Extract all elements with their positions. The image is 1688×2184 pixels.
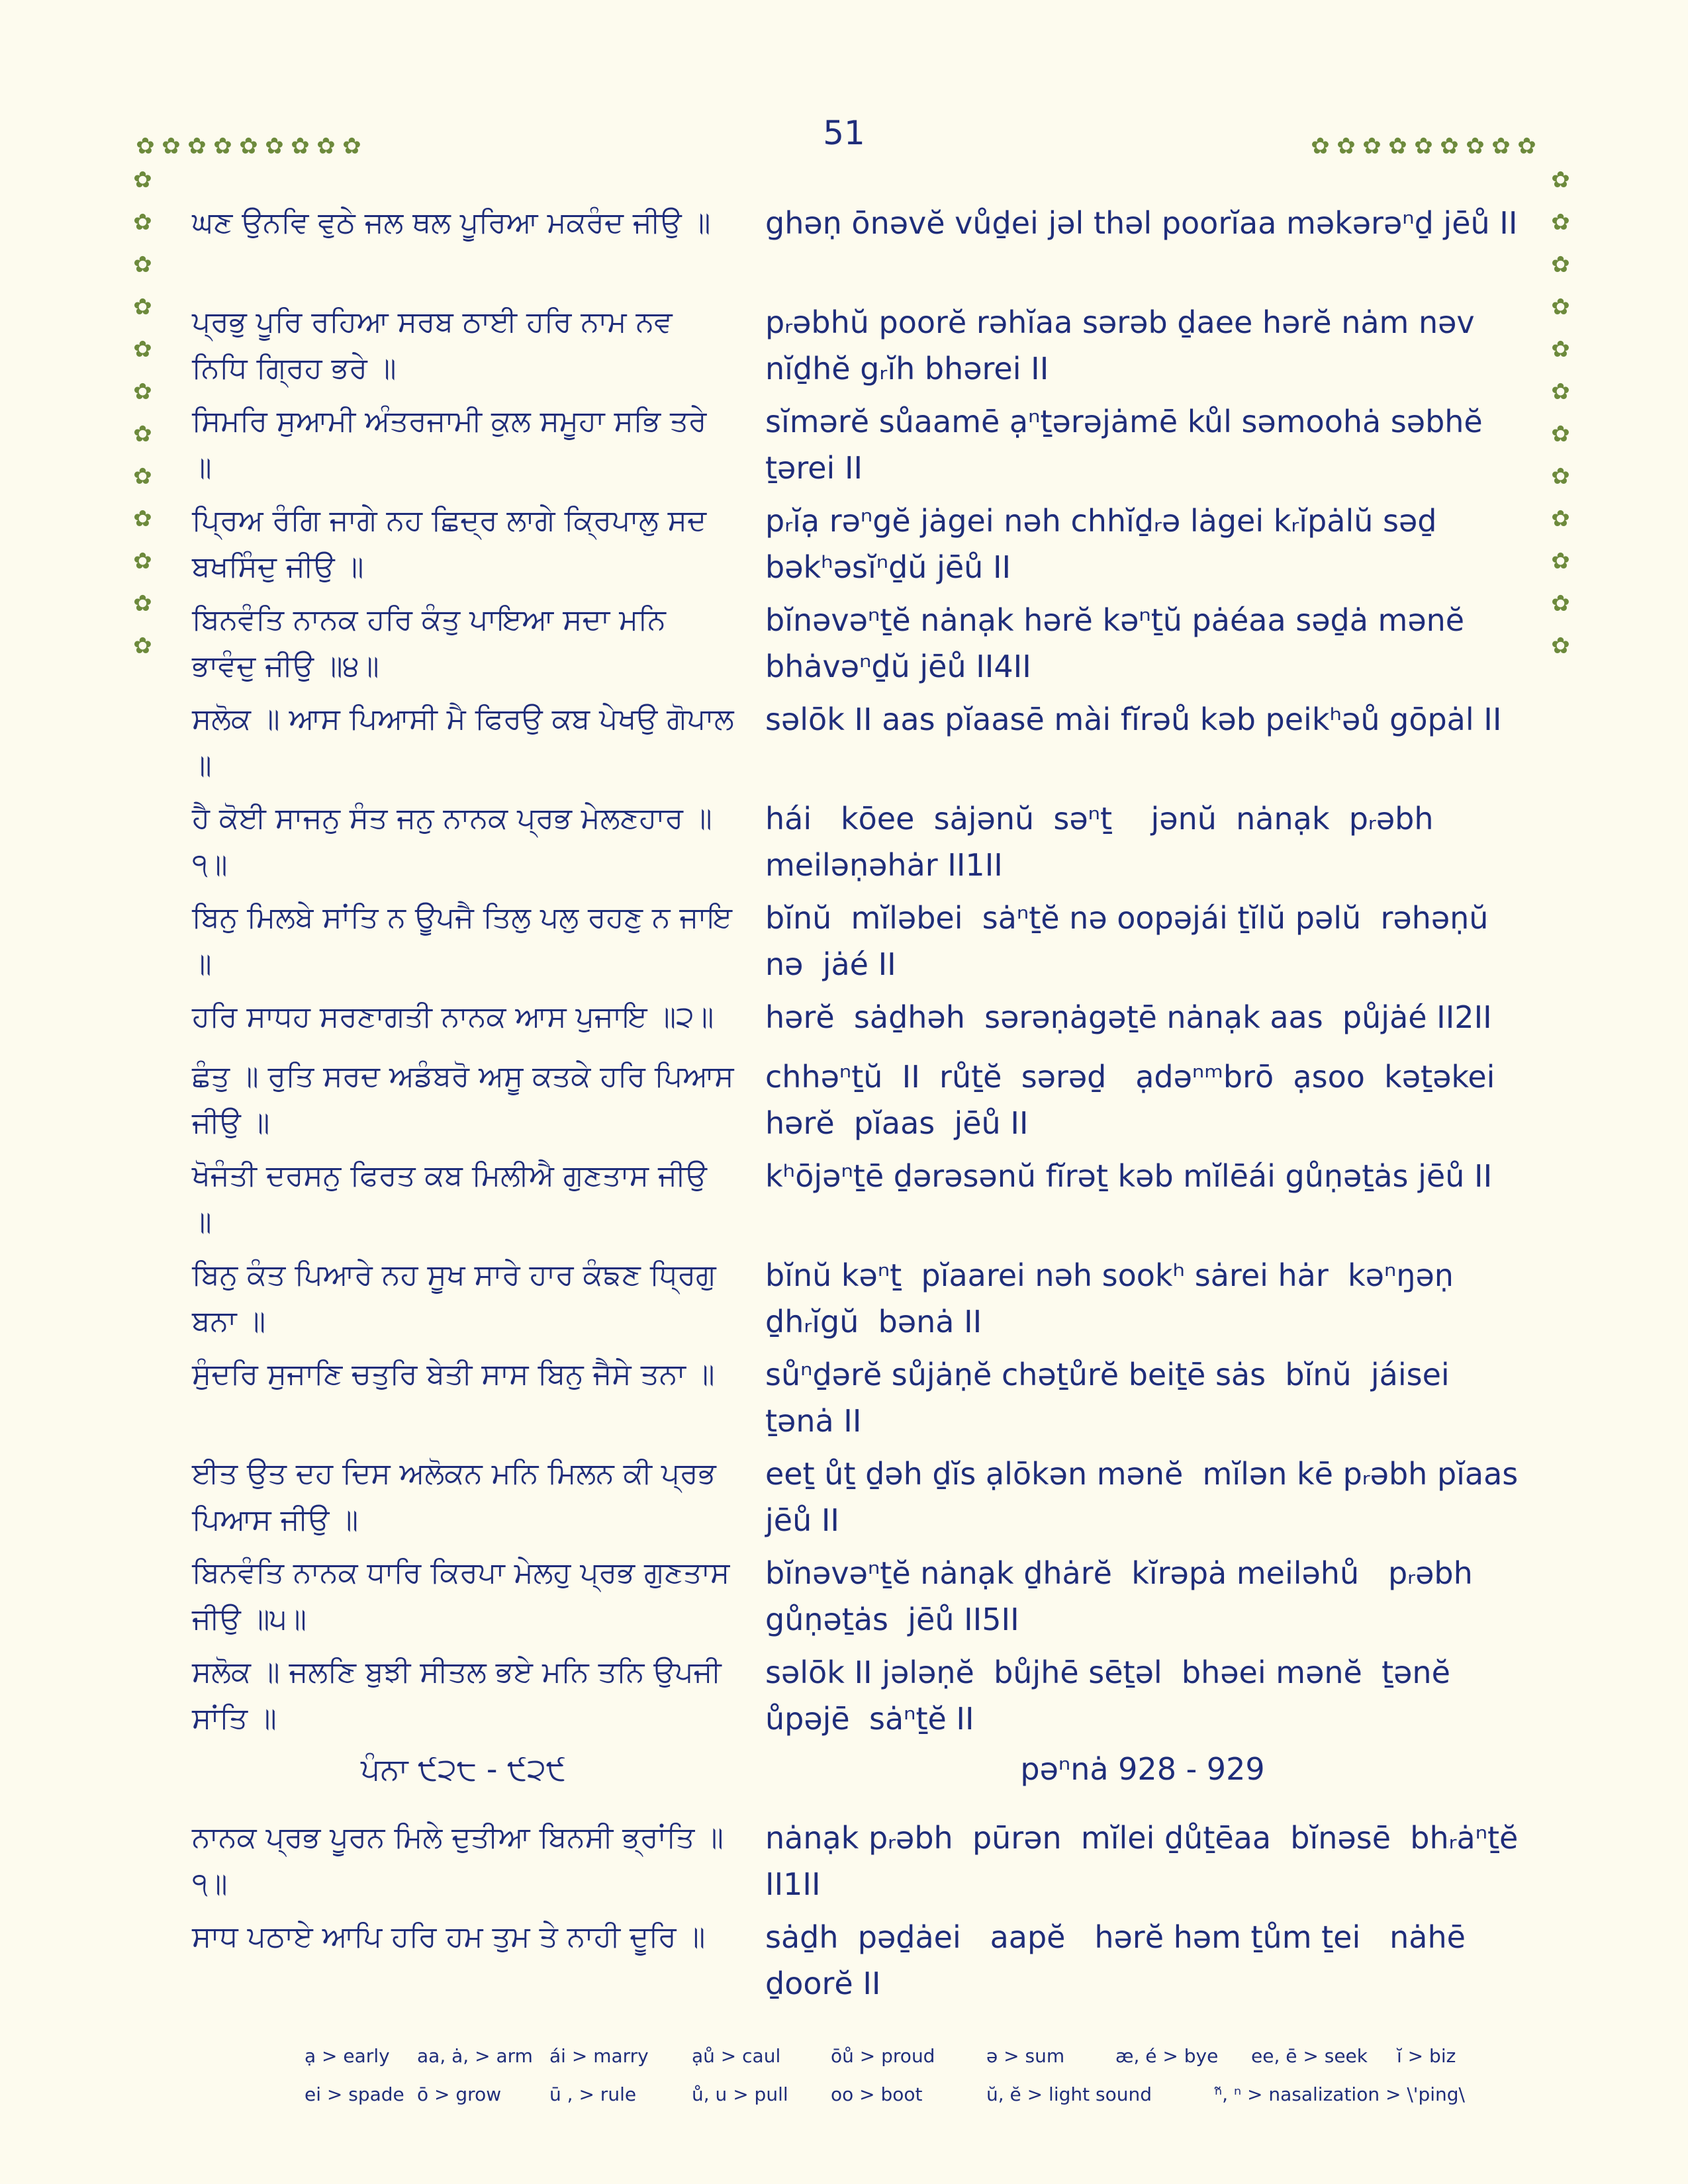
flower-icon: ✿ xyxy=(133,251,152,278)
flower-icon: ✿ xyxy=(133,167,152,193)
flower-border-right xyxy=(1548,159,1573,667)
verse-row xyxy=(192,1451,1538,1543)
flower-icon: ✿ xyxy=(133,379,152,405)
gurmukhi-line: ਬਿਨਵੰਤਿ ਨਾਨਕ ਹਰਿ ਕੰਤੁ ਪਾਇਆ ਸਦਾ ਮਨਿ ਭਾਵੰਦੁ ਜੀਉ ॥੪॥ xyxy=(192,603,675,683)
gurmukhi-line: ਹਰਿ ਸਾਧਹ ਸਰਣਾਗਤੀ ਨਾਨਕ ਆਸ ਪੁਜਾਇ ॥੨॥ xyxy=(192,1000,714,1034)
flower-icon: ✿ xyxy=(133,209,152,236)
page-reference-gurmukhi: ਪੰਨਾ ੯੨੮ - ੯੨੯ xyxy=(360,1751,567,1787)
legend-item: ĭ > biz xyxy=(1397,2045,1456,2067)
transliteration-line: eeṯ ůṯ ḏəh ḏĭs ạlōkən mənĕ mĭlən kē pᵣəbh pĭaas jēů II xyxy=(765,1456,1538,1538)
flower-icon: ✿ xyxy=(291,133,310,159)
verse-row xyxy=(192,498,1516,590)
gurmukhi-line: ਛੰਤੁ ॥ ਰੁਤਿ ਸਰਦ ਅਡੰਬਰੋ ਅਸੂ ਕਤਕੇ ਹਰਿ ਪਿਆਸ ਜੀਉ ॥ xyxy=(192,1060,743,1140)
verse-row xyxy=(192,994,1516,1040)
flower-icon: ✿ xyxy=(133,336,152,363)
page-reference xyxy=(192,1746,1516,1792)
flower-icon: ✿ xyxy=(1551,421,1570,447)
transliteration-line: hái kōee sȧjənŭ səⁿṯ jənŭ nȧnạk pᵣəbh meiləṇəhȧr II1II xyxy=(765,801,1444,883)
gurmukhi-line: ਘਣ ਉਨਵਿ ਵੁਠੇ ਜਲ ਥਲ ਪੂਰਿਆ ਮਕਰੰਦ ਜੀਉ ॥ xyxy=(192,206,711,240)
transliteration-line: nȧnạk pᵣəbh pūrən mĭlei ḏůṯēaa bĭnəsē bhᵣȧⁿṯĕ II1II xyxy=(765,1820,1528,1902)
verse-row xyxy=(192,796,1516,888)
transliteration-line: sĭmərĕ sůaamē ạⁿṯərəjȧmē kůl səmoohȧ səbhĕ ṯərei II xyxy=(765,404,1493,486)
transliteration-line: bĭnŭ mĭləbei sȧⁿṯĕ nə oopəjái ṯĭlŭ pəlŭ rəhəṇŭ nə jȧé II xyxy=(765,900,1499,982)
gurmukhi-line: ਪ੍ਰਿਅ ਰੰਗਿ ਜਾਗੇ ਨਹ ਛਿਦ੍ਰ ਲਾਗੇ ਕ੍ਰਿਪਾਲੁ ਸਦ ਬਖਸਿੰਦੁ ਜੀਉ ॥ xyxy=(192,504,716,584)
flower-icon: ✿ xyxy=(133,548,152,574)
verse-row xyxy=(192,1550,1516,1643)
gurmukhi-line: ਬਿਨੁ ਕੰਤ ਪਿਆਰੇ ਨਹ ਸੂਖ ਸਾਰੇ ਹਾਰ ਕੰਙਣ ਧ੍ਰਿਗੁ ਬਨਾ ॥ xyxy=(192,1258,726,1338)
legend-item: ạů > caul xyxy=(692,2045,781,2067)
transliteration-line: səlōk II aas pĭaasē mài fĭrəů kəb peikʰəů gōpȧl II xyxy=(765,702,1502,737)
flower-icon: ✿ xyxy=(1551,167,1570,193)
flower-icon: ✿ xyxy=(133,463,152,490)
verse-row xyxy=(192,1153,1516,1246)
legend-item: ə > sum xyxy=(986,2045,1065,2067)
flower-icon: ✿ xyxy=(1551,209,1570,236)
flower-icon: ✿ xyxy=(1517,133,1536,159)
legend-item: ū , > rule xyxy=(549,2083,637,2105)
verse-row xyxy=(192,299,1516,392)
flower-icon: ✿ xyxy=(1440,133,1459,159)
legend-item: ạ > early xyxy=(305,2045,390,2067)
transliteration-line: hərĕ sȧḏhəh sərəṇȧgəṯē nȧnạk aas půjȧé II2II xyxy=(765,999,1492,1035)
flower-icon: ✿ xyxy=(213,133,232,159)
flower-icon: ✿ xyxy=(1551,506,1570,532)
verse-row xyxy=(192,1815,1528,1907)
flower-icon: ✿ xyxy=(1551,251,1570,278)
flower-icon: ✿ xyxy=(1551,379,1570,405)
verse-row xyxy=(192,1914,1516,2001)
flower-icon: ✿ xyxy=(133,590,152,617)
flower-border-top-right xyxy=(1307,134,1540,159)
transliteration-line: səlōk II jələṇĕ bůjhē sēṯəl bhəei mənĕ ṯənĕ ůpəjē sȧⁿṯĕ II xyxy=(765,1655,1460,1737)
flower-icon: ✿ xyxy=(1551,590,1570,617)
gurmukhi-line: ਖੋਜੰਤੀ ਦਰਸਨੁ ਫਿਰਤ ਕਬ ਮਿਲੀਐ ਗੁਣਤਾਸ ਜੀਉ ॥ xyxy=(192,1159,716,1239)
transliteration-line: bĭnəvəⁿṯĕ nȧnạk ḏhȧrĕ kĭrəpȧ meiləhů pᵣəbh gůṇəṯȧs jēů II5II xyxy=(765,1555,1483,1637)
flower-icon: ✿ xyxy=(1336,133,1356,159)
verse-row xyxy=(192,200,1516,246)
flower-icon: ✿ xyxy=(1551,548,1570,574)
gurmukhi-line: ਪ੍ਰਭੁ ਪੂਰਿ ਰਹਿਆ ਸਰਬ ਠਾਈ ਹਰਿ ਨਾਮ ਨਵ ਨਿਧਿ ਗ੍ਰਿਹ ਭਰੇ ॥ xyxy=(192,305,682,385)
verse-row xyxy=(192,1351,1516,1439)
flower-border-top-left xyxy=(132,134,365,159)
flower-icon: ✿ xyxy=(265,133,284,159)
verse-row xyxy=(192,597,1516,690)
gurmukhi-line: ਬਿਨਵੰਤਿ ਨਾਨਕ ਧਾਰਿ ਕਿਰਪਾ ਮੇਲਹੁ ਪ੍ਰਭ ਗੁਣਤਾਸ ਜੀਉ ॥੫॥ xyxy=(192,1556,739,1636)
flower-icon: ✿ xyxy=(1551,463,1570,490)
pronunciation-legend xyxy=(305,2045,1496,2105)
flower-icon: ✿ xyxy=(136,133,155,159)
transliteration-line: ghəṇ ōnəvĕ vůḏei jəl thəl poorĭaa məkərəⁿḏ jēů II xyxy=(765,205,1518,241)
legend-item: ōů > proud xyxy=(831,2045,935,2067)
gurmukhi-line: ਸਾਧ ਪਠਾਏ ਆਪਿ ਹਰਿ ਹਮ ਤੁਮ ਤੇ ਨਾਹੀ ਦੂਰਿ ॥ xyxy=(192,1920,706,1954)
legend-item: ei > spade xyxy=(305,2083,404,2105)
legend-item: æ, é > bye xyxy=(1115,2045,1219,2067)
legend-item: oo > boot xyxy=(831,2083,923,2105)
flower-icon: ✿ xyxy=(133,421,152,447)
flower-icon: ✿ xyxy=(1491,133,1511,159)
verse-row xyxy=(192,696,1516,789)
transliteration-line: bĭnəvəⁿṯĕ nȧnạk hərĕ kəⁿṯŭ pȧéaa səḏȧ mənĕ bhȧvəⁿḏŭ jēů II4II xyxy=(765,602,1474,684)
flower-icon: ✿ xyxy=(187,133,207,159)
flower-icon: ✿ xyxy=(1362,133,1382,159)
flower-icon: ✿ xyxy=(133,506,152,532)
flower-icon: ✿ xyxy=(1311,133,1330,159)
transliteration-line: sůⁿḏərĕ sůjȧṇĕ chəṯůrĕ beiṯē sȧs bĭnŭ jáisei ṯənȧ II xyxy=(765,1357,1460,1439)
transliteration-line: pᵣĭạ rəⁿgĕ jȧgei nəh chhĭḏᵣə lȧgei kᵣĭpȧlŭ səḏ bəkʰəsĭⁿḏŭ jēů II xyxy=(765,503,1447,585)
legend-item: ái > marry xyxy=(549,2045,649,2067)
flower-icon: ✿ xyxy=(1551,336,1570,363)
flower-icon: ✿ xyxy=(1466,133,1485,159)
flower-icon: ✿ xyxy=(1414,133,1433,159)
gurmukhi-line: ਹੈ ਕੋਈ ਸਾਜਨੁ ਸੰਤ ਜਨੁ ਨਾਨਕ ਪ੍ਰਭ ਮੇਲਣਹਾਰ ॥੧॥ xyxy=(192,801,712,882)
transliteration-line: kʰōjəⁿṯē ḏərəsənŭ fĭrəṯ kəb mĭlēái gůṇəṯȧs jēů II xyxy=(765,1158,1493,1194)
gurmukhi-line: ਈਤ ਉਤ ਦਹ ਦਿਸ ਅਲੋਕਨ ਮਨਿ ਮਿਲਨ ਕੀ ਪ੍ਰਭ ਪਿਆਸ ਜੀਉ ॥ xyxy=(192,1457,726,1537)
legend-item: ō > grow xyxy=(417,2083,502,2105)
page-reference-translit: pəⁿnȧ 928 - 929 xyxy=(1020,1751,1265,1787)
legend-item: ŭ, ĕ > light sound xyxy=(986,2083,1152,2105)
gurmukhi-line: ਸੁੰਦਰਿ ਸੁਜਾਣਿ ਚਤੁਰਿ ਬੇਤੀ ਸਾਸ ਬਿਨੁ ਜੈਸੇ ਤਨਾ ॥ xyxy=(192,1357,715,1391)
gurmukhi-line: ਸਿਮਰਿ ਸੁਆਮੀ ਅੰਤਰਜਾਮੀ ਕੁਲ ਸਮੂਹਾ ਸਭਿ ਤਰੇ ॥ xyxy=(192,404,716,484)
transliteration-line: sȧḏh pəḏȧei aapĕ hərĕ həm ṯům ṯei nȧhē ḏoorĕ II xyxy=(765,1919,1476,2001)
gurmukhi-line: ਸਲੋਕ ॥ ਆਸ ਪਿਆਸੀ ਮੈ ਫਿਰਉ ਕਬ ਪੇਖਉ ਗੋਪਾਲ ॥ xyxy=(192,702,743,782)
flower-icon: ✿ xyxy=(342,133,361,159)
legend-item: ⁿ̃, ⁿ > nasalization > \'ping\ xyxy=(1215,2083,1465,2105)
flower-icon: ✿ xyxy=(1388,133,1407,159)
flower-icon: ✿ xyxy=(162,133,181,159)
transliteration-line: bĭnŭ kəⁿṯ pĭaarei nəh sookʰ sȧrei hȧr kəⁿŋəṇ ḏhᵣĭgŭ bənȧ II xyxy=(765,1257,1464,1340)
transliteration-line: pᵣəbhŭ poorĕ rəhĭaa sərəb ḏaee hərĕ nȧm nəv nĭḏhĕ gᵣĭh bhərei II xyxy=(765,304,1485,387)
flower-icon: ✿ xyxy=(1551,633,1570,659)
flower-icon: ✿ xyxy=(133,294,152,320)
transliteration-line: chhəⁿṯŭ II růṯĕ sərəḏ ạdəⁿᵐbrō ạsoo kəṯəkei hərĕ pĭaas jēů II xyxy=(765,1059,1505,1141)
flower-icon: ✿ xyxy=(133,633,152,659)
legend-item: ee, ē > seek xyxy=(1251,2045,1368,2067)
flower-icon: ✿ xyxy=(316,133,336,159)
verse-row xyxy=(192,1054,1516,1146)
verse-row xyxy=(192,1649,1516,1742)
flower-border-left xyxy=(130,159,156,667)
flower-icon: ✿ xyxy=(239,133,258,159)
flower-icon: ✿ xyxy=(1551,294,1570,320)
gurmukhi-line: ਨਾਨਕ ਪ੍ਰਭ ਪੂਰਨ ਮਿਲੇ ਦੁਤੀਆ ਬਿਨਸੀ ਭ੍ਰਾਂਤਿ ॥੧॥ xyxy=(192,1821,724,1901)
legend-item: aa, ȧ, > arm xyxy=(417,2045,533,2067)
verse-row xyxy=(192,398,1516,491)
gurmukhi-line: ਬਿਨੁ ਮਿਲਬੇ ਸਾਂਤਿ ਨ ਊਪਜੈ ਤਿਲੁ ਪਲੁ ਰਹਣੁ ਨ ਜਾਇ ॥ xyxy=(192,901,742,981)
verse-row xyxy=(192,895,1516,987)
legend-item: ů, u > pull xyxy=(692,2083,788,2105)
gurmukhi-line: ਸਲੋਕ ॥ ਜਲਣਿ ਬੁਝੀ ਸੀਤਲ ਭਏ ਮਨਿ ਤਨਿ ਉਪਜੀ ਸਾਂਤਿ ॥ xyxy=(192,1655,731,1735)
page-number: 51 xyxy=(823,114,865,152)
verse-row xyxy=(192,1252,1516,1345)
